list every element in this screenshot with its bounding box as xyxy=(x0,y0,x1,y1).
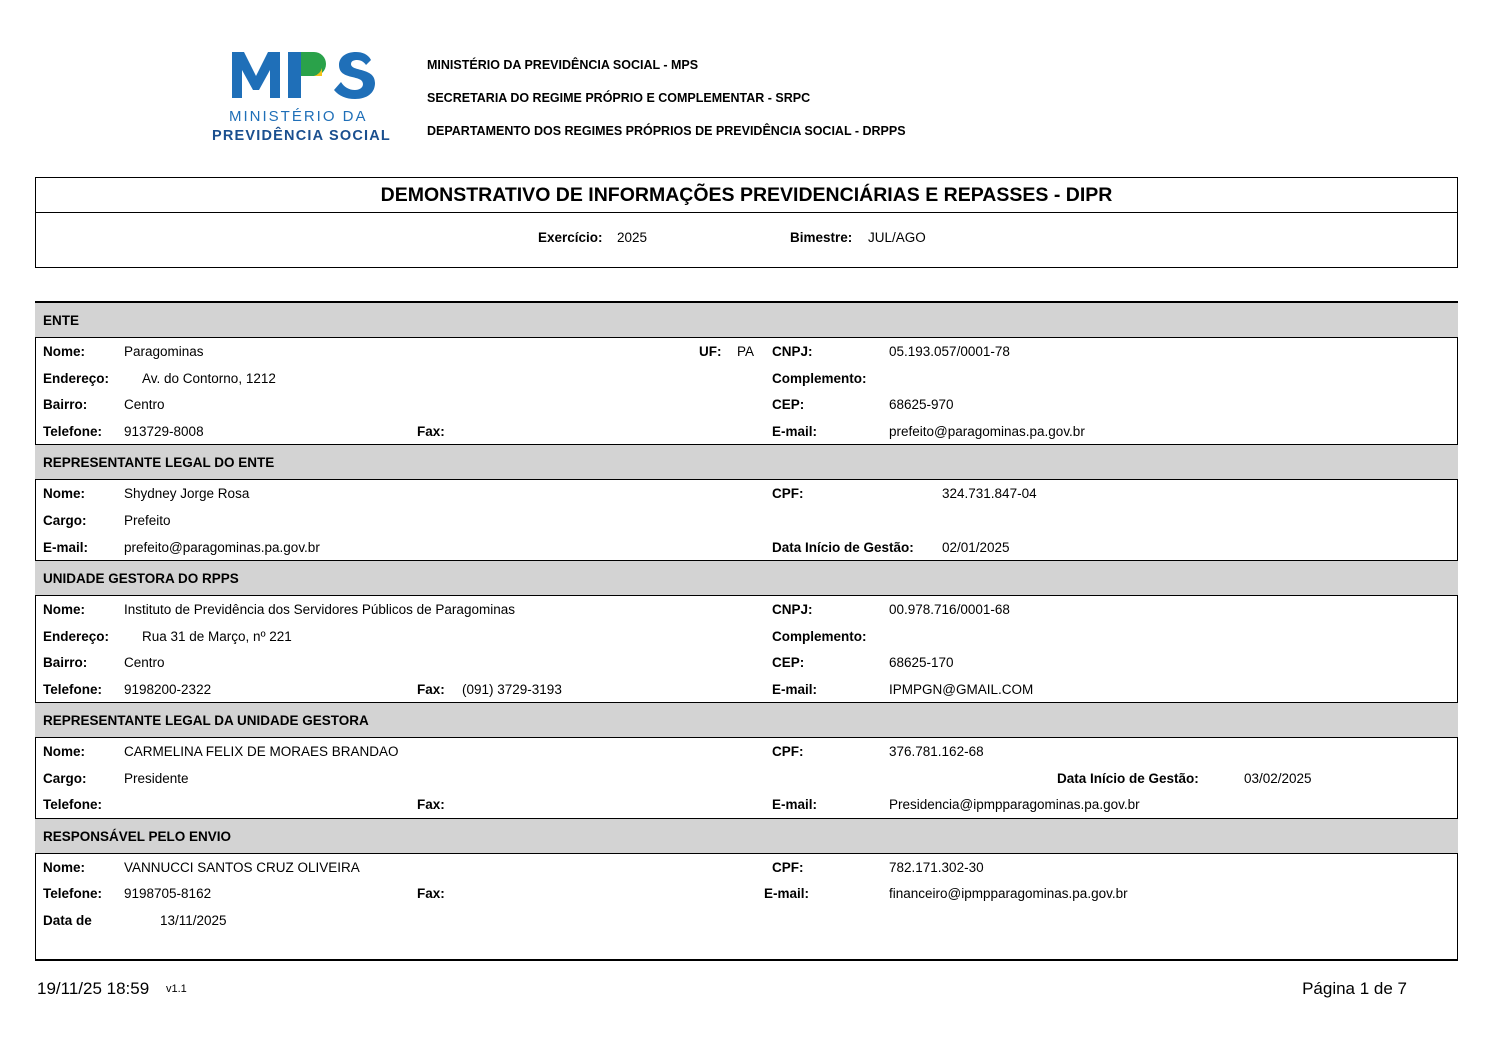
logo-line1: MINISTÉRIO DA xyxy=(229,108,368,125)
mps-logo-icon xyxy=(210,46,395,106)
ente-nome-label: Nome: xyxy=(43,344,86,359)
rep-unidade-cpf: 376.781.162-68 xyxy=(889,744,984,759)
responsavel-nome-label: Nome: xyxy=(43,860,86,875)
footer-timestamp: 19/11/25 18:59 xyxy=(37,979,150,998)
rep-ente-data-label: Data Início de Gestão: xyxy=(772,540,914,555)
rep-ente-nome-label: Nome: xyxy=(43,486,86,501)
rep-ente-cpf: 324.731.847-04 xyxy=(942,486,1037,501)
bimestre-value: JUL/AGO xyxy=(868,230,926,245)
page-title: DEMONSTRATIVO DE INFORMAÇÕES PREVIDENCIÁRIAS E REPASSES - DIPR xyxy=(380,184,1113,206)
rep-ente-cargo: Prefeito xyxy=(124,513,171,528)
unidade-bairro: Centro xyxy=(124,655,165,670)
ente-bairro: Centro xyxy=(124,397,165,412)
section-ente xyxy=(35,302,1458,338)
unidade-cep-label: CEP: xyxy=(772,655,805,670)
section-rep-ente-title: REPRESENTANTE LEGAL DO ENTE xyxy=(43,455,275,470)
unidade-endereco: Rua 31 de Março, nº 221 xyxy=(142,629,292,644)
ente-uf: PA xyxy=(737,344,755,359)
ente-fax-label: Fax: xyxy=(417,424,445,439)
rep-ente-email: prefeito@paragominas.pa.gov.br xyxy=(124,540,320,555)
ente-cnpj: 05.193.057/0001-78 xyxy=(889,344,1010,359)
unidade-telefone: 9198200-2322 xyxy=(124,682,212,697)
rep-unidade-data-label: Data Início de Gestão: xyxy=(1057,771,1199,786)
unidade-cnpj: 00.978.716/0001-68 xyxy=(889,602,1010,617)
responsavel-telefone-label: Telefone: xyxy=(43,886,103,901)
ente-endereco: Av. do Contorno, 1212 xyxy=(142,371,276,386)
rep-ente-email-label: E-mail: xyxy=(43,540,89,555)
ente-email-label: E-mail: xyxy=(772,424,818,439)
unidade-fax-label: Fax: xyxy=(417,682,445,697)
rep-unidade-cargo-label: Cargo: xyxy=(43,771,87,786)
responsavel-email: financeiro@ipmpparagominas.pa.gov.br xyxy=(889,886,1128,901)
section-ente-title: ENTE xyxy=(43,313,80,328)
section-rep-unidade-title: REPRESENTANTE LEGAL DA UNIDADE GESTORA xyxy=(43,713,369,728)
responsavel-cpf-label: CPF: xyxy=(772,860,804,875)
header-department: DEPARTAMENTO DOS REGIMES PRÓPRIOS DE PREVIDÊNCIA SOCIAL - DRPPS xyxy=(427,124,906,138)
section-unidade xyxy=(35,560,1458,596)
ente-complemento-label: Complemento: xyxy=(772,371,867,386)
rep-unidade-cpf-label: CPF: xyxy=(772,744,804,759)
unidade-nome-label: Nome: xyxy=(43,602,86,617)
ente-nome: Paragominas xyxy=(124,344,204,359)
unidade-nome: Instituto de Previdência dos Servidores Públicos de Paragominas xyxy=(124,602,515,617)
ente-cep-label: CEP: xyxy=(772,397,805,412)
unidade-cep: 68625-170 xyxy=(889,655,954,670)
unidade-telefone-label: Telefone: xyxy=(43,682,103,697)
rep-ente-data: 02/01/2025 xyxy=(942,540,1010,555)
rep-ente-cpf-label: CPF: xyxy=(772,486,804,501)
rep-unidade-cargo: Presidente xyxy=(124,771,189,786)
responsavel-telefone: 9198705-8162 xyxy=(124,886,212,901)
unidade-cnpj-label: CNPJ: xyxy=(772,602,813,617)
logo-line2: PREVIDÊNCIA SOCIAL xyxy=(212,128,391,144)
rep-unidade-nome: CARMELINA FELIX DE MORAES BRANDAO xyxy=(124,744,399,759)
responsavel-nome: VANNUCCI SANTOS CRUZ OLIVEIRA xyxy=(124,860,360,875)
unidade-endereco-label: Endereço: xyxy=(43,629,110,644)
bimestre-label: Bimestre: xyxy=(790,230,853,245)
ente-cnpj-label: CNPJ: xyxy=(772,344,813,359)
exercicio-label: Exercício: xyxy=(538,230,603,245)
unidade-bairro-label: Bairro: xyxy=(43,655,88,670)
header-ministry: MINISTÉRIO DA PREVIDÊNCIA SOCIAL - MPS xyxy=(427,58,699,72)
responsavel-email-label: E-mail: xyxy=(764,886,810,901)
section-rep-ente xyxy=(35,444,1458,480)
section-rep-unidade xyxy=(35,702,1458,738)
title-divider xyxy=(36,212,1457,213)
section-responsavel xyxy=(35,818,1458,854)
rep-unidade-nome-label: Nome: xyxy=(43,744,86,759)
footer-version: v1.1 xyxy=(166,983,187,995)
section-unidade-title: UNIDADE GESTORA DO RPPS xyxy=(43,571,239,586)
footer-page-number: Página 1 de 7 xyxy=(1302,979,1407,998)
rep-unidade-email: Presidencia@ipmpparagominas.pa.gov.br xyxy=(889,797,1140,812)
responsavel-fax-label: Fax: xyxy=(417,886,445,901)
ente-telefone-label: Telefone: xyxy=(43,424,103,439)
ente-email: prefeito@paragominas.pa.gov.br xyxy=(889,424,1085,439)
ente-telefone: 913729-8008 xyxy=(124,424,204,439)
responsavel-cpf: 782.171.302-30 xyxy=(889,860,984,875)
rep-unidade-fax-label: Fax: xyxy=(417,797,445,812)
unidade-email: IPMPGN@GMAIL.COM xyxy=(889,682,1034,697)
rep-unidade-data: 03/02/2025 xyxy=(1244,771,1312,786)
logo xyxy=(210,46,395,146)
ente-bairro-label: Bairro: xyxy=(43,397,88,412)
unidade-fax: (091) 3729-3193 xyxy=(462,682,562,697)
rep-unidade-telefone-label: Telefone: xyxy=(43,797,103,812)
ente-cep: 68625-970 xyxy=(889,397,954,412)
rep-ente-nome: Shydney Jorge Rosa xyxy=(124,486,250,501)
responsavel-data-label: Data de xyxy=(43,913,92,928)
responsavel-data: 13/11/2025 xyxy=(160,913,227,928)
ente-uf-label: UF: xyxy=(699,344,722,359)
rep-ente-cargo-label: Cargo: xyxy=(43,513,87,528)
rep-unidade-email-label: E-mail: xyxy=(772,797,818,812)
unidade-complemento-label: Complemento: xyxy=(772,629,867,644)
unidade-email-label: E-mail: xyxy=(772,682,818,697)
exercicio-value: 2025 xyxy=(617,230,648,245)
section-responsavel-title: RESPONSÁVEL PELO ENVIO xyxy=(43,829,232,844)
ente-endereco-label: Endereço: xyxy=(43,371,110,386)
header-secretariat: SECRETARIA DO REGIME PRÓPRIO E COMPLEMENTAR - SRPC xyxy=(427,91,811,105)
